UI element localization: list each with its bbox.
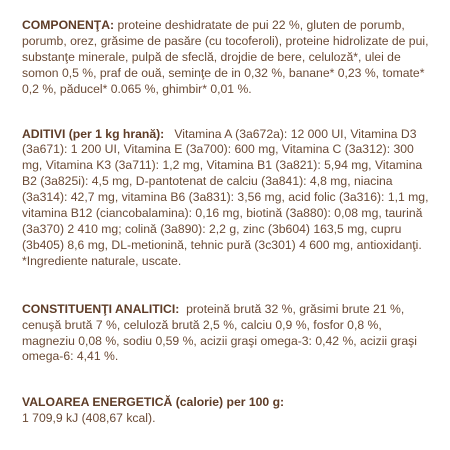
analytical-paragraph xyxy=(22,302,436,366)
composition-heading: COMPONENŢA: xyxy=(22,18,115,32)
additives-heading: ADITIVI (per 1 kg hrană): xyxy=(22,126,165,141)
analytical-section xyxy=(22,302,436,366)
analytical-heading: CONSTITUENŢI ANALITICI: xyxy=(22,301,180,316)
energy-value: 1 709,9 kJ (408,67 kcal). xyxy=(22,411,156,426)
additives-paragraph xyxy=(22,127,436,270)
composition-text: proteine deshidratate de pui 22 %, gluten de porumb, porumb, orez, grăsime de pasăre (cu tocoferoli), proteine hidrolizate de pui, substanţe minerale, pulpă de sfeclă, drojdie de bere, celuloză*, ulei de somon 0,5 %, praf de ouă, seminţe de in 0,32 %, banane* 0,23 %, tomate* 0,2 %, păducel* 0.065 %, ghimbir* 0,01 %. xyxy=(22,18,429,96)
ingredients-label xyxy=(22,18,436,427)
energy-heading: VALOAREA ENERGETICĂ (calorie) per 100 g: xyxy=(22,395,285,410)
additives-text: Vitamina A (3a672a): 12 000 UI, Vitamina D3 (3a671): 1 200 UI, Vitamina E (3a700): 600 mg, Vitamina C (3a312): 300 mg, Vitamina K3 (3a711): 1,2 mg, Vitamina B1 (3a821): 5,94 mg, Vitamina B2 (3a825i): 4,5 mg, D-pantotenat de calciu (3a841): 4,8 mg, niacina (3a314): 42,7 mg, vitamina B6 (3a831): 3,56 mg, acid folic (3a316): 1,1 mg, vitamina B12 (ciancobalamina): 0,16 mg, biotină (3a880): 0,08 mg, taurină (3a370) 2 410 mg; colină (3a890): 2,2 g, zinc (3b604) 163,5 mg, cupru (3b405) 8,6 mg, DL-metionină, tehnic pură (3c301) 4 600 mg, antioxidanţi. *Ingrediente naturale, uscate. xyxy=(22,126,429,268)
composition-paragraph xyxy=(22,18,436,98)
composition-section xyxy=(22,18,436,98)
additives-section xyxy=(22,127,436,270)
analytical-text: proteină brută 32 %, grăsimi brute 21 %, cenuşă brută 7 %, celuloză brută 2,5 %, calciu 0,9 %, fosfor 0,8 %, magneziu 0,08 %, sodiu 0,59 %, acizii graşi omega-3: 0,42 %, acizii graşi omega-6: 4,41 %. xyxy=(22,301,417,364)
energy-section xyxy=(22,395,436,427)
